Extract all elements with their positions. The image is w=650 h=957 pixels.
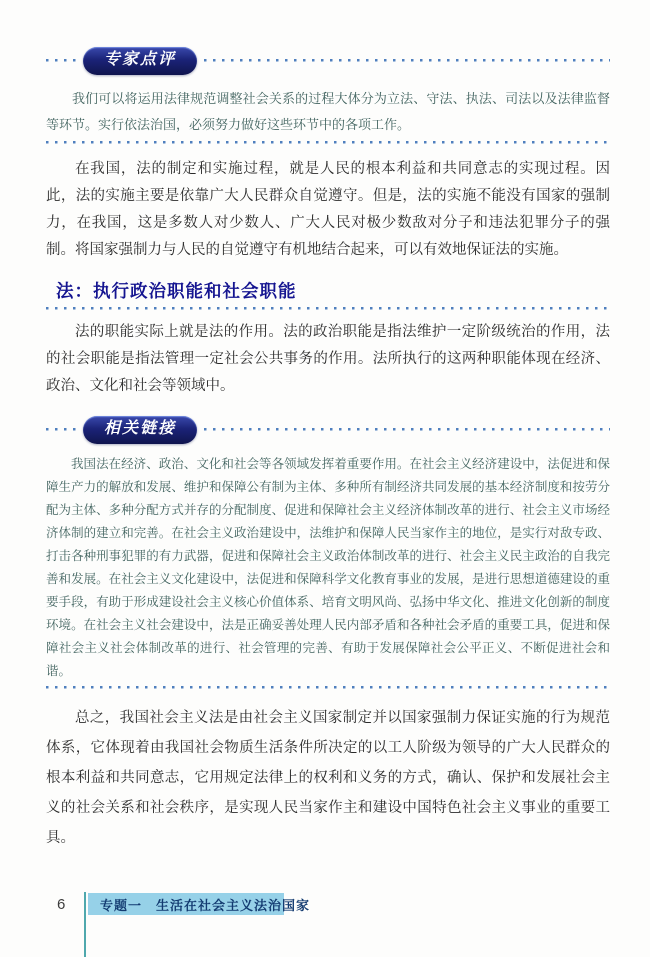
related-links-tag-row <box>46 415 610 444</box>
dotted-separator <box>204 428 610 431</box>
footer-chapter-bar <box>88 893 311 915</box>
dotted-separator <box>46 141 610 144</box>
footer-vertical-rule <box>84 892 86 957</box>
expert-review-badge <box>83 47 197 75</box>
expert-review-badge-label: 专家点评 <box>104 50 177 68</box>
dotted-separator <box>46 428 76 431</box>
dotted-separator <box>204 59 610 62</box>
section-heading: 法：执行政治职能和社会职能 <box>56 281 297 301</box>
expert-review-tag-row <box>46 46 610 75</box>
footer-chapter-label: 专题一 生活在社会主义法治国家 <box>100 897 311 913</box>
related-links-badge <box>83 416 197 444</box>
intro-paragraph: 在我国，法的制定和实施过程，就是人民的根本利益和共同意志的实现过程。因此，法的实施主要是依靠广大人民群众自觉遵守。但是，法的实施不能没有国家的强制力，在我国，这是多数人对少数人、广大人民对极少数敌对分子和违法犯罪分子的强制。将国家强制力与人民的自觉遵守有机地结合起来，可以有效地保证法的实施。 <box>46 161 610 258</box>
related-links-badge-label: 相关链接 <box>104 419 177 437</box>
dotted-separator <box>46 307 610 310</box>
page-number: 6 <box>57 896 66 913</box>
section-paragraph: 法的职能实际上就是法的作用。法的政治职能是指法维护一定阶级统治的作用，法的社会职能是指法管理一定社会公共事务的作用。法所执行的这两种职能体现在经济、政治、文化和社会等领域中。 <box>46 324 610 394</box>
related-links-text: 我国法在经济、政治、文化和社会等各领域发挥着重要作用。在社会主义经济建设中，法促进和保障生产力的解放和发展、维护和保障公有制为主体、多种所有制经济共同发展的基本经济制度和按劳分配为主体、多种分配方式并存的分配制度、促进和保障社会主义经济体制改革的进行、社会主义市场经济体制的建立和完善。在社会主义政治建设中，法维护和保障人民当家作主的地位，是实行对敌专政、打击各种刑事犯罪的有力武器，促进和保障社会主义政治体制改革的进行、社会主义民主政治的自我完善和发展。在社会主义文化建设中，法促进和保障科学文化教育事业的发展，是进行思想道德建设的重要手段，有助于形成建设社会主义核心价值体系、培育文明风尚、弘扬中华文化、推进文化创新的制度环境。在社会主义社会建设中，法是正确妥善处理人民内部矛盾和各种社会矛盾的重要工具，促进和保障社会主义社会体制改革的进行、社会管理的完善、有助于发展保障社会公平正义、不断促进社会和谐。 <box>46 457 610 678</box>
summary-paragraph: 总之，我国社会主义法是由社会主义国家制定并以国家强制力保证实施的行为规范体系，它体现着由我国社会物质生活条件所决定的以工人阶级为领导的广大人民群众的根本利益和共同意志，它用规定法律上的权利和义务的方式，确认、保护和发展社会主义的社会关系和社会秩序，是实现人民当家作主和建设中国特色社会主义事业的重要工具。 <box>46 710 610 846</box>
expert-review-text: 我们可以将运用法律规范调整社会关系的过程大体分为立法、守法、执法、司法以及法律监督等环节。实行依法治国，必须努力做好这些环节中的各项工作。 <box>46 91 610 132</box>
dotted-separator <box>46 59 76 62</box>
dotted-separator <box>46 686 610 689</box>
